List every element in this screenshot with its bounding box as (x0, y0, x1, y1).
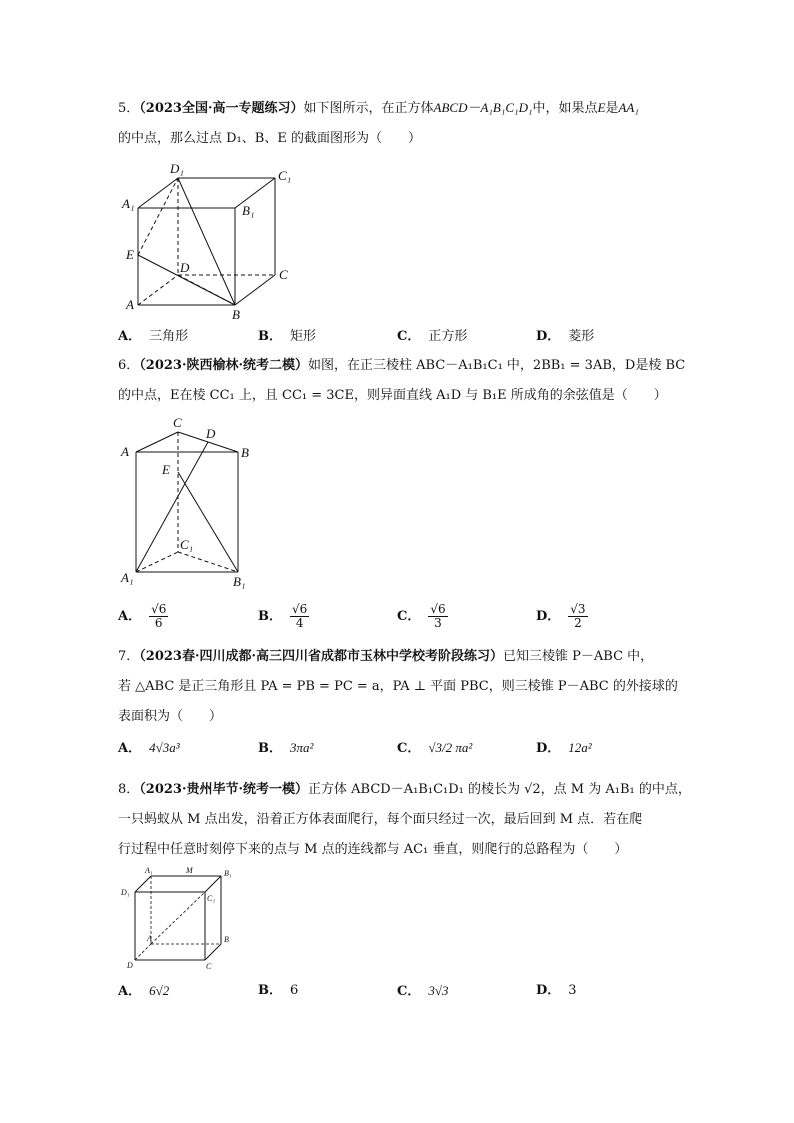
question-text: 如图，在正三棱柱 ABC－A₁B₁C₁ 中，2BB₁ = 3AB，D是棱 BC (308, 358, 686, 373)
figure-label: A₁ (145, 866, 153, 875)
question-7-line-3: 表面积为（ ） (118, 709, 223, 724)
question-8 (118, 775, 691, 865)
question-8-line-3: 行过程中任意时刻停下来的点与 M 点的连线都与 AC₁ 垂直，则爬行的总路程为（ ） (118, 842, 628, 857)
option-a[interactable]: A． 三角形 (118, 329, 189, 344)
figure-label: C (279, 267, 288, 282)
option-a[interactable]: A． 4√3a³ (118, 740, 180, 756)
figure-label: E (126, 247, 134, 262)
option-d[interactable]: D． 菱形 (536, 329, 595, 344)
question-number: 8． (118, 782, 140, 797)
figure-label: A (121, 444, 129, 459)
figure-label: A₁ (121, 570, 134, 585)
question-6 (118, 351, 686, 411)
figure-label: D₁ (121, 888, 130, 897)
option-d[interactable]: D． $\frac{√3}{2}$ (536, 602, 586, 630)
option-d[interactable]: D． 12a² (536, 740, 592, 756)
figure-label: E (162, 462, 170, 477)
figure-label: B₁ (242, 203, 255, 218)
question-5 (118, 93, 678, 154)
question-number: 7． (118, 649, 140, 664)
figure-label: C (173, 415, 182, 430)
figure-label: C (206, 962, 212, 971)
question-8-figure (118, 864, 243, 974)
option-b[interactable]: B． 6 (258, 983, 299, 998)
question-source: （2023·陕西榆林·统考二模） (139, 358, 309, 373)
figure-label: B (241, 445, 249, 460)
question-source: （2023·贵州毕节·统考一模） (139, 782, 309, 797)
option-d[interactable]: D． 3 (536, 983, 577, 998)
question-text: 正方体 ABCD－A₁B₁C₁D₁ 的棱长为 √2，点 M 为 A₁B₁ 的中点， (308, 782, 691, 797)
figure-label: B₁ (233, 574, 246, 589)
question-8-options (118, 976, 678, 1006)
option-b[interactable]: B． 矩形 (258, 329, 317, 344)
question-number: 5． (118, 101, 140, 116)
question-5-line-2: 的中点，那么过点 D₁、B、E 的截面图形为（ ） (118, 131, 421, 146)
question-7-options (118, 733, 678, 763)
math-cube: ABCD－A₁B₁C₁D₁ (433, 100, 533, 115)
option-a[interactable]: A． 6√2 (118, 983, 170, 999)
option-a[interactable]: A． $\frac{√6}{6}$ (118, 602, 167, 630)
question-text: 是 (605, 101, 619, 116)
figure-label: M (186, 866, 193, 875)
question-5-options (118, 322, 678, 352)
question-5-figure (118, 158, 308, 323)
question-6-figure (118, 412, 268, 592)
figure-label: B (232, 307, 240, 322)
question-6-line-1 (118, 351, 686, 381)
question-8-line-1 (118, 775, 691, 805)
math-point: E (597, 100, 606, 115)
figure-label: A₁ (122, 196, 135, 211)
figure-label: B₁ (224, 869, 232, 878)
figure-label: D₁ (170, 161, 184, 176)
question-6-line-2: 的中点，E在棱 CC₁ 上，且 CC₁ = 3CE，则异面直线 A₁D 与 B₁E 所成角的余弦值是（ ） (118, 388, 667, 403)
option-c[interactable]: C． 3√3 (397, 983, 449, 999)
question-source: （2023全国·高一专题练习） (139, 101, 304, 116)
question-source: （2023春·四川成都·高三四川省成都市玉林中学校考阶段练习） (139, 649, 504, 664)
question-7-line-1 (118, 642, 678, 672)
option-b[interactable]: B． $\frac{√6}{4}$ (258, 602, 308, 630)
question-text: 已知三棱锥 P－ABC 中， (503, 649, 654, 664)
question-text: 中，如果点 (532, 101, 598, 116)
question-text: 如下图所示，在正方体 (303, 101, 434, 116)
question-5-line-1 (118, 93, 678, 124)
question-8-line-2: 一只蚂蚁从 M 点出发，沿着正方体表面爬行，每个面只经过一次，最后回到 M 点．若在爬 (118, 812, 643, 827)
figure-label: D (180, 260, 190, 275)
question-number: 6． (118, 358, 140, 373)
question-7 (118, 642, 678, 732)
figure-label: C₁ (278, 168, 292, 183)
figure-label: A (126, 297, 134, 312)
figure-label: C₁ (207, 894, 216, 903)
figure-label: D (127, 961, 133, 970)
figure-label: C₁ (180, 537, 194, 552)
option-b[interactable]: B． 3πa² (258, 740, 314, 756)
figure-label: D (206, 426, 216, 441)
figure-label: A (147, 934, 152, 943)
math-edge: AA₁ (618, 100, 639, 115)
option-c[interactable]: C． √3/2 πa² (397, 740, 473, 756)
option-c[interactable]: C． 正方形 (397, 329, 468, 344)
option-c[interactable]: C． $\frac{√6}{3}$ (397, 602, 446, 630)
question-6-options (118, 602, 678, 636)
figure-label: B (224, 935, 229, 944)
question-7-line-2: 若 △ABC 是正三角形且 PA = PB = PC = a，PA ⊥ 平面 PBC，则三棱锥 P－ABC 的外接球的 (118, 679, 678, 694)
